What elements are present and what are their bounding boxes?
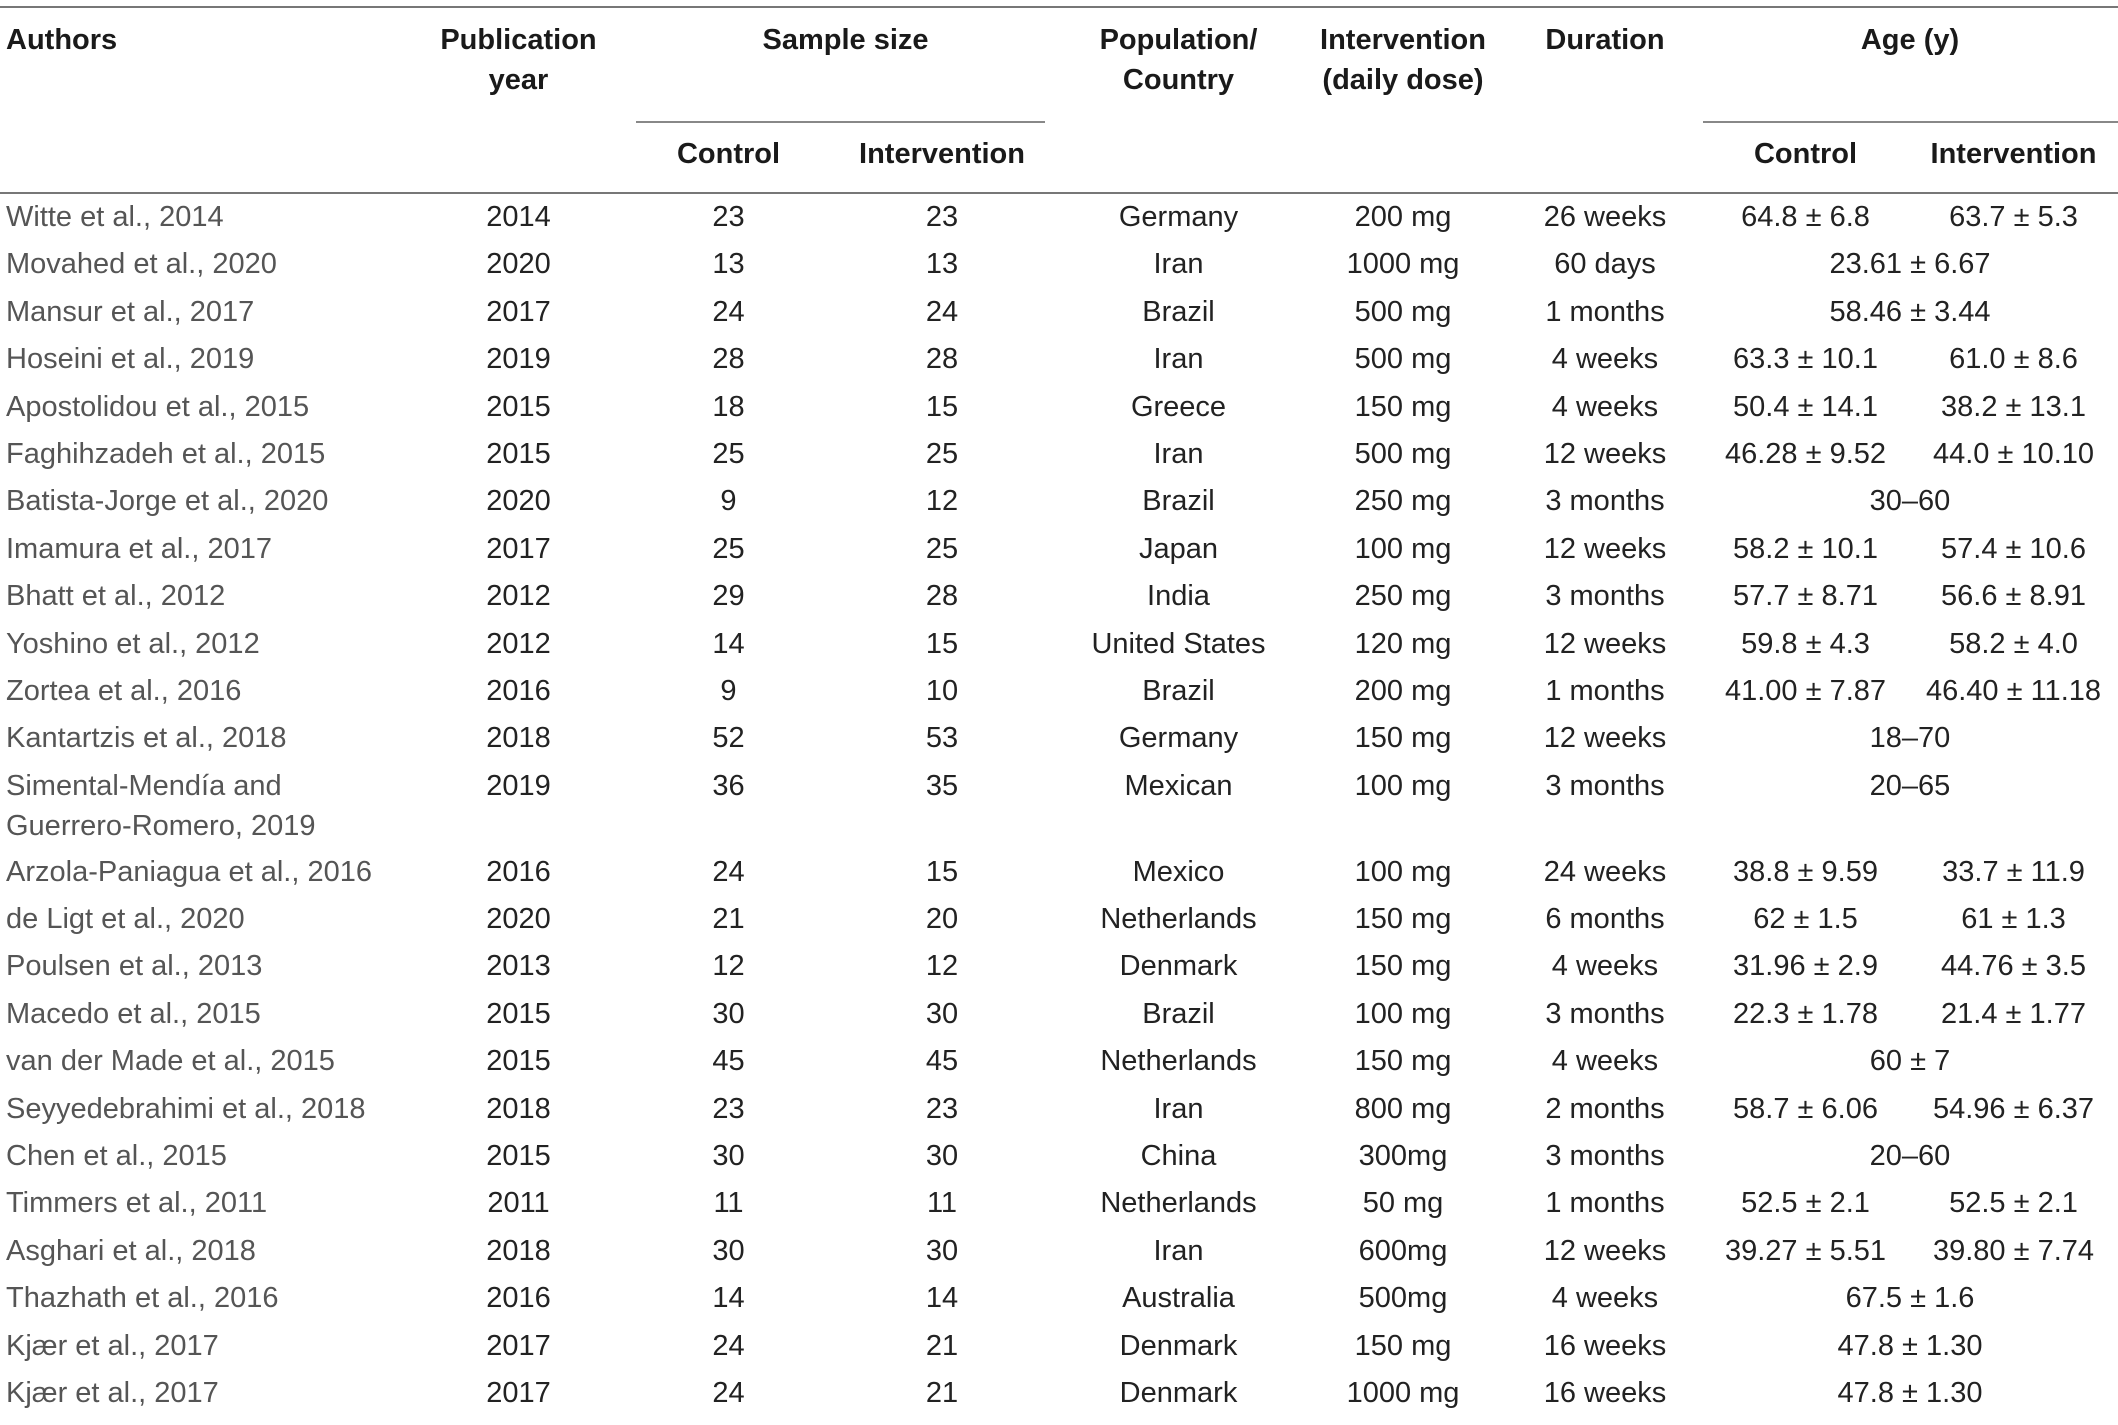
- table-row: [0, 1274, 2118, 1321]
- cell-sample-intervention: 10: [925, 674, 959, 707]
- cell-duration: 2 months: [1545, 1092, 1665, 1125]
- cell-sample-control: 21: [712, 903, 745, 936]
- cell-sample-control: 9: [720, 485, 737, 518]
- cell-sample-control: 13: [712, 248, 745, 281]
- cell-sample-intervention: 13: [925, 248, 959, 281]
- cell-population-country: United States: [1091, 627, 1266, 660]
- cell-author: de Ligt et al., 2020: [6, 903, 245, 936]
- cell-age-intervention: 44.76 ± 3.5: [1941, 950, 2086, 983]
- cell-sample-intervention: 12: [925, 485, 959, 518]
- cell-publication-year: 2016: [486, 1282, 551, 1315]
- cell-age-control: 46.28 ± 9.52: [1724, 437, 1887, 470]
- cell-age-combined: 47.8 ± 1.30: [1837, 1329, 1983, 1362]
- cell-age-intervention: 61 ± 1.3: [1961, 903, 2066, 936]
- cell-sample-control: 28: [712, 343, 745, 376]
- cell-publication-year: 2015: [486, 437, 551, 470]
- cell-sample-control: 29: [712, 580, 745, 613]
- cell-age-combined: 58.46 ± 3.44: [1829, 295, 1991, 328]
- cell-population-country: Iran: [1153, 343, 1204, 376]
- cell-duration: 16 weeks: [1543, 1329, 1667, 1362]
- cell-age-intervention: 61.0 ± 8.6: [1949, 343, 2078, 376]
- cell-intervention-dose: 120 mg: [1354, 627, 1452, 660]
- cell-author: Apostolidou et al., 2015: [6, 390, 310, 423]
- table-row: [0, 848, 2118, 895]
- cell-age-control: 59.8 ± 4.3: [1741, 627, 1870, 660]
- cell-duration: 6 months: [1545, 903, 1665, 936]
- table-row: [0, 895, 2118, 942]
- cell-population-country: Netherlands: [1100, 903, 1257, 936]
- cell-author: Witte et al., 2014: [6, 201, 224, 233]
- cell-age-intervention: 63.7 ± 5.3: [1949, 201, 2078, 233]
- cell-sample-intervention: 23: [925, 1092, 959, 1125]
- cell-sample-control: 23: [712, 201, 745, 233]
- cell-intervention-dose: 50 mg: [1362, 1187, 1444, 1220]
- cell-age-intervention: 46.40 ± 11.18: [1925, 674, 2102, 707]
- cell-intervention-dose: 100 mg: [1354, 769, 1452, 802]
- cell-population-country: China: [1140, 1140, 1217, 1173]
- cell-publication-year: 2019: [486, 343, 551, 376]
- cell-publication-year: 2012: [486, 627, 551, 660]
- cell-intervention-dose: 500 mg: [1354, 437, 1452, 470]
- cell-age-intervention: 54.96 ± 6.37: [1932, 1092, 2095, 1125]
- cell-author: Zortea et al., 2016: [6, 674, 242, 707]
- cell-sample-control: 24: [712, 1329, 745, 1362]
- cell-age-intervention: 33.7 ± 11.9: [1942, 855, 2085, 888]
- cell-population-country: Denmark: [1119, 1376, 1238, 1409]
- cell-population-country: Iran: [1153, 248, 1204, 281]
- cell-duration: 4 weeks: [1551, 1045, 1659, 1078]
- header-sample-size: Sample size: [762, 24, 929, 56]
- cell-sample-control: 23: [712, 1092, 745, 1125]
- cell-duration: 60 days: [1554, 248, 1656, 281]
- cell-duration: 12 weeks: [1543, 532, 1667, 565]
- cell-population-country: Brazil: [1142, 485, 1215, 518]
- cell-publication-year: 2015: [486, 1140, 551, 1173]
- table-row: [0, 1037, 2118, 1084]
- cell-sample-control: 14: [712, 627, 745, 660]
- table-row: [0, 572, 2118, 619]
- cell-duration: 4 weeks: [1551, 390, 1659, 423]
- cell-sample-intervention: 30: [925, 997, 959, 1030]
- cell-sample-intervention: 28: [925, 580, 959, 613]
- cell-publication-year: 2017: [486, 295, 551, 328]
- cell-sample-control: 14: [712, 1282, 745, 1315]
- cell-population-country: Iran: [1153, 1234, 1204, 1267]
- cell-intervention-dose: 200 mg: [1354, 674, 1452, 707]
- cell-population-country: Greece: [1130, 390, 1227, 423]
- cell-author: Thazhath et al., 2016: [6, 1282, 279, 1315]
- table-row: [0, 193, 2118, 240]
- header-duration: Duration: [1545, 24, 1665, 56]
- cell-duration: 1 months: [1545, 295, 1665, 328]
- cell-sample-intervention: 23: [925, 201, 959, 233]
- cell-sample-control: 24: [712, 1376, 745, 1409]
- cell-duration: 3 months: [1545, 769, 1665, 802]
- cell-sample-intervention: 35: [925, 769, 959, 802]
- table-row: [0, 288, 2118, 335]
- cell-intervention-dose: 500 mg: [1354, 343, 1452, 376]
- cell-publication-year: 2020: [486, 248, 551, 281]
- cell-publication-year: 2020: [486, 903, 551, 936]
- header-population-country: Population/ Country: [1099, 24, 1258, 96]
- cell-duration: 4 weeks: [1551, 343, 1659, 376]
- cell-intervention-dose: 100 mg: [1354, 855, 1452, 888]
- cell-age-control: 52.5 ± 2.1: [1741, 1187, 1870, 1220]
- cell-author: Poulsen et al., 2013: [6, 950, 263, 983]
- cell-population-country: Brazil: [1142, 674, 1215, 707]
- cell-sample-intervention: 24: [925, 295, 959, 328]
- cell-author: van der Made et al., 2015: [6, 1045, 335, 1078]
- cell-sample-intervention: 15: [925, 390, 959, 423]
- cell-sample-intervention: 15: [925, 855, 959, 888]
- cell-author: Yoshino et al., 2012: [6, 627, 260, 660]
- cell-population-country: Denmark: [1119, 1329, 1238, 1362]
- cell-sample-control: 9: [720, 674, 737, 707]
- table-row: [0, 1132, 2118, 1179]
- cell-duration: 12 weeks: [1543, 1234, 1667, 1267]
- table-row: [0, 942, 2118, 989]
- cell-duration: 12 weeks: [1543, 437, 1667, 470]
- cell-author: Faghihzadeh et al., 2015: [6, 437, 326, 470]
- cell-population-country: Australia: [1122, 1282, 1235, 1315]
- header-authors: Authors: [6, 24, 118, 56]
- cell-author: Movahed et al., 2020: [6, 248, 277, 281]
- cell-age-combined: 60 ± 7: [1869, 1045, 1951, 1078]
- cell-duration: 16 weeks: [1543, 1376, 1667, 1409]
- cell-population-country: Iran: [1153, 1092, 1204, 1125]
- cell-age-intervention: 52.5 ± 2.1: [1949, 1187, 2078, 1220]
- cell-population-country: Germany: [1118, 722, 1239, 755]
- cell-population-country: Netherlands: [1100, 1045, 1257, 1078]
- cell-age-combined: 30–60: [1869, 485, 1951, 518]
- cell-intervention-dose: 1000 mg: [1346, 248, 1460, 281]
- cell-age-intervention: 39.80 ± 7.74: [1932, 1234, 2095, 1267]
- cell-age-control: 31.96 ± 2.9: [1733, 950, 1878, 983]
- header-publication-year: Publication year: [440, 24, 597, 96]
- cell-intervention-dose: 150 mg: [1354, 903, 1452, 936]
- cell-publication-year: 2018: [486, 1234, 551, 1267]
- table-row: [0, 1179, 2118, 1226]
- cell-publication-year: 2017: [486, 1376, 551, 1409]
- cell-author: Arzola-Paniagua et al., 2016: [6, 855, 372, 888]
- cell-age-combined: 20–60: [1869, 1140, 1951, 1173]
- cell-publication-year: 2017: [486, 1329, 551, 1362]
- cell-sample-control: 30: [712, 1140, 745, 1173]
- cell-publication-year: 2019: [486, 769, 551, 802]
- cell-sample-control: 24: [712, 295, 745, 328]
- cell-intervention-dose: 1000 mg: [1346, 1376, 1460, 1409]
- cell-publication-year: 2015: [486, 997, 551, 1030]
- cell-intervention-dose: 150 mg: [1354, 950, 1452, 983]
- cell-population-country: Iran: [1153, 437, 1204, 470]
- cell-publication-year: 2020: [486, 485, 551, 518]
- cell-author: Chen et al., 2015: [6, 1140, 227, 1173]
- cell-intervention-dose: 150 mg: [1354, 390, 1452, 423]
- cell-age-control: 62 ± 1.5: [1753, 903, 1858, 936]
- cell-age-control: 39.27 ± 5.51: [1724, 1234, 1887, 1267]
- cell-population-country: Brazil: [1142, 295, 1215, 328]
- cell-age-intervention: 56.6 ± 8.91: [1941, 580, 2086, 613]
- cell-duration: 1 months: [1545, 674, 1665, 707]
- cell-population-country: Denmark: [1119, 950, 1238, 983]
- cell-author: Timmers et al., 2011: [6, 1187, 268, 1220]
- cell-publication-year: 2015: [486, 390, 551, 423]
- cell-age-combined: 23.61 ± 6.67: [1829, 248, 1991, 281]
- table-row: [0, 1085, 2118, 1132]
- header-intervention-dose: Intervention (daily dose): [1320, 24, 1486, 96]
- cell-author: Bhatt et al., 2012: [6, 580, 226, 613]
- cell-duration: 3 months: [1545, 485, 1665, 518]
- cell-duration: 12 weeks: [1543, 722, 1667, 755]
- cell-age-control: 22.3 ± 1.78: [1733, 997, 1878, 1030]
- cell-publication-year: 2011: [487, 1187, 550, 1220]
- cell-duration: 3 months: [1545, 580, 1665, 613]
- cell-duration: 4 weeks: [1551, 1282, 1659, 1315]
- cell-age-control: 58.7 ± 6.06: [1733, 1092, 1878, 1125]
- cell-duration: 26 weeks: [1543, 201, 1667, 233]
- table-row: [0, 240, 2118, 287]
- cell-sample-control: 25: [712, 532, 745, 565]
- cell-population-country: Mexican: [1124, 769, 1233, 802]
- cell-publication-year: 2016: [486, 674, 551, 707]
- cell-duration: 3 months: [1545, 1140, 1665, 1173]
- table-row: [0, 667, 2118, 714]
- cell-sample-control: 12: [712, 950, 745, 983]
- cell-intervention-dose: 800 mg: [1354, 1092, 1452, 1125]
- cell-sample-control: 45: [712, 1045, 745, 1078]
- cell-publication-year: 2012: [486, 580, 551, 613]
- cell-age-control: 50.4 ± 14.1: [1733, 390, 1878, 423]
- cell-sample-intervention: 30: [925, 1140, 959, 1173]
- cell-author: Kjær et al., 2017: [6, 1376, 219, 1409]
- cell-intervention-dose: 100 mg: [1354, 997, 1452, 1030]
- cell-sample-intervention: 28: [925, 343, 959, 376]
- cell-author: Kantartzis et al., 2018: [6, 722, 287, 755]
- table-row: [0, 383, 2118, 430]
- cell-age-combined: 47.8 ± 1.30: [1837, 1376, 1983, 1409]
- cell-author: Hoseini et al., 2019: [6, 343, 255, 376]
- cell-intervention-dose: 250 mg: [1354, 485, 1452, 518]
- table-body: [0, 193, 2118, 1416]
- cell-age-combined: 67.5 ± 1.6: [1845, 1282, 1975, 1315]
- table-row: [0, 335, 2118, 382]
- cell-sample-intervention: 11: [926, 1187, 958, 1220]
- cell-sample-intervention: 30: [925, 1234, 959, 1267]
- cell-age-control: 57.7 ± 8.71: [1733, 580, 1878, 613]
- cell-age-combined: 18–70: [1869, 722, 1951, 755]
- cell-duration: 24 weeks: [1543, 855, 1667, 888]
- cell-author: Kjær et al., 2017: [6, 1329, 219, 1362]
- cell-sample-control: 25: [712, 437, 745, 470]
- cell-sample-intervention: 15: [925, 627, 959, 660]
- cell-duration: 3 months: [1545, 997, 1665, 1030]
- cell-sample-control: 30: [712, 997, 745, 1030]
- cell-intervention-dose: 500 mg: [1354, 295, 1452, 328]
- cell-population-country: Mexico: [1132, 855, 1225, 888]
- cell-intervention-dose: 100 mg: [1354, 532, 1452, 565]
- cell-intervention-dose: 150 mg: [1354, 1045, 1452, 1078]
- cell-intervention-dose: 250 mg: [1354, 580, 1452, 613]
- cell-sample-control: 52: [712, 722, 745, 755]
- table-row: [0, 714, 2118, 761]
- cell-author: Imamura et al., 2017: [6, 532, 272, 565]
- cell-age-intervention: 38.2 ± 13.1: [1941, 390, 2086, 423]
- table-row: [0, 477, 2118, 524]
- cell-author: Simental-Mendía and Guerrero-Romero, 2019: [6, 769, 316, 842]
- cell-publication-year: 2014: [486, 201, 551, 233]
- cell-author: Macedo et al., 2015: [6, 997, 261, 1030]
- header-sample-intervention: Intervention: [859, 138, 1025, 170]
- cell-age-intervention: 57.4 ± 10.6: [1941, 532, 2086, 565]
- cell-sample-control: 11: [713, 1187, 744, 1220]
- cell-intervention-dose: 500mg: [1358, 1282, 1448, 1315]
- cell-sample-control: 36: [712, 769, 745, 802]
- cell-duration: 4 weeks: [1551, 950, 1659, 983]
- cell-author: Seyyedebrahimi et al., 2018: [6, 1092, 366, 1125]
- cell-publication-year: 2017: [486, 532, 551, 565]
- cell-age-intervention: 44.0 ± 10.10: [1932, 437, 2095, 470]
- cell-intervention-dose: 150 mg: [1354, 1329, 1452, 1362]
- cell-intervention-dose: 300mg: [1358, 1140, 1448, 1173]
- cell-sample-control: 24: [712, 855, 745, 888]
- cell-sample-intervention: 14: [925, 1282, 959, 1315]
- cell-author: Batista-Jorge et al., 2020: [6, 485, 329, 518]
- table-row: [0, 1227, 2118, 1274]
- cell-publication-year: 2018: [486, 1092, 551, 1125]
- cell-publication-year: 2015: [486, 1045, 551, 1078]
- cell-population-country: Brazil: [1142, 997, 1215, 1030]
- header-sample-control: Control: [676, 138, 781, 170]
- cell-sample-intervention: 21: [925, 1329, 959, 1362]
- cell-sample-intervention: 25: [925, 437, 959, 470]
- cell-publication-year: 2016: [486, 855, 551, 888]
- cell-sample-intervention: 45: [925, 1045, 959, 1078]
- cell-sample-intervention: 53: [925, 722, 959, 755]
- cell-sample-intervention: 20: [925, 903, 959, 936]
- cell-sample-intervention: 25: [925, 532, 959, 565]
- table-row: [0, 620, 2118, 667]
- cell-age-intervention: 21.4 ± 1.77: [1941, 997, 2086, 1030]
- cell-age-control: 41.00 ± 7.87: [1724, 674, 1887, 707]
- cell-duration: 1 months: [1545, 1187, 1665, 1220]
- cell-age-control: 38.8 ± 9.59: [1733, 855, 1878, 888]
- cell-duration: 12 weeks: [1543, 627, 1667, 660]
- header-age-intervention: Intervention: [1930, 138, 2097, 170]
- table-row: [0, 990, 2118, 1037]
- cell-sample-intervention: 12: [925, 950, 959, 983]
- cell-age-control: 63.3 ± 10.1: [1733, 343, 1878, 376]
- cell-intervention-dose: 200 mg: [1354, 201, 1452, 233]
- table-row: [0, 1369, 2118, 1416]
- table-row: [0, 430, 2118, 477]
- cell-author: Asghari et al., 2018: [6, 1234, 256, 1267]
- cell-intervention-dose: 150 mg: [1354, 722, 1452, 755]
- cell-age-control: 58.2 ± 10.1: [1733, 532, 1878, 565]
- cell-population-country: Germany: [1118, 201, 1239, 233]
- header-age-control: Control: [1753, 138, 1858, 170]
- cell-publication-year: 2018: [486, 722, 551, 755]
- cell-population-country: India: [1147, 580, 1210, 613]
- header-bottom-rule: [0, 192, 2118, 194]
- table-row: [0, 525, 2118, 572]
- cell-population-country: Japan: [1138, 532, 1218, 565]
- table-row: [0, 1322, 2118, 1369]
- cell-population-country: Netherlands: [1100, 1187, 1257, 1220]
- cell-intervention-dose: 600mg: [1358, 1234, 1448, 1267]
- cell-age-intervention: 58.2 ± 4.0: [1949, 627, 2078, 660]
- cell-author: Mansur et al., 2017: [6, 295, 255, 328]
- table-header: [0, 0, 2118, 193]
- cell-age-combined: 20–65: [1869, 769, 1951, 802]
- cell-sample-control: 30: [712, 1234, 745, 1267]
- cell-sample-control: 18: [712, 390, 745, 423]
- cell-age-control: 64.8 ± 6.8: [1741, 201, 1870, 233]
- table-row: [0, 762, 2118, 848]
- cell-sample-intervention: 21: [925, 1376, 959, 1409]
- cell-publication-year: 2013: [486, 950, 551, 983]
- header-age: Age (y): [1860, 24, 1960, 56]
